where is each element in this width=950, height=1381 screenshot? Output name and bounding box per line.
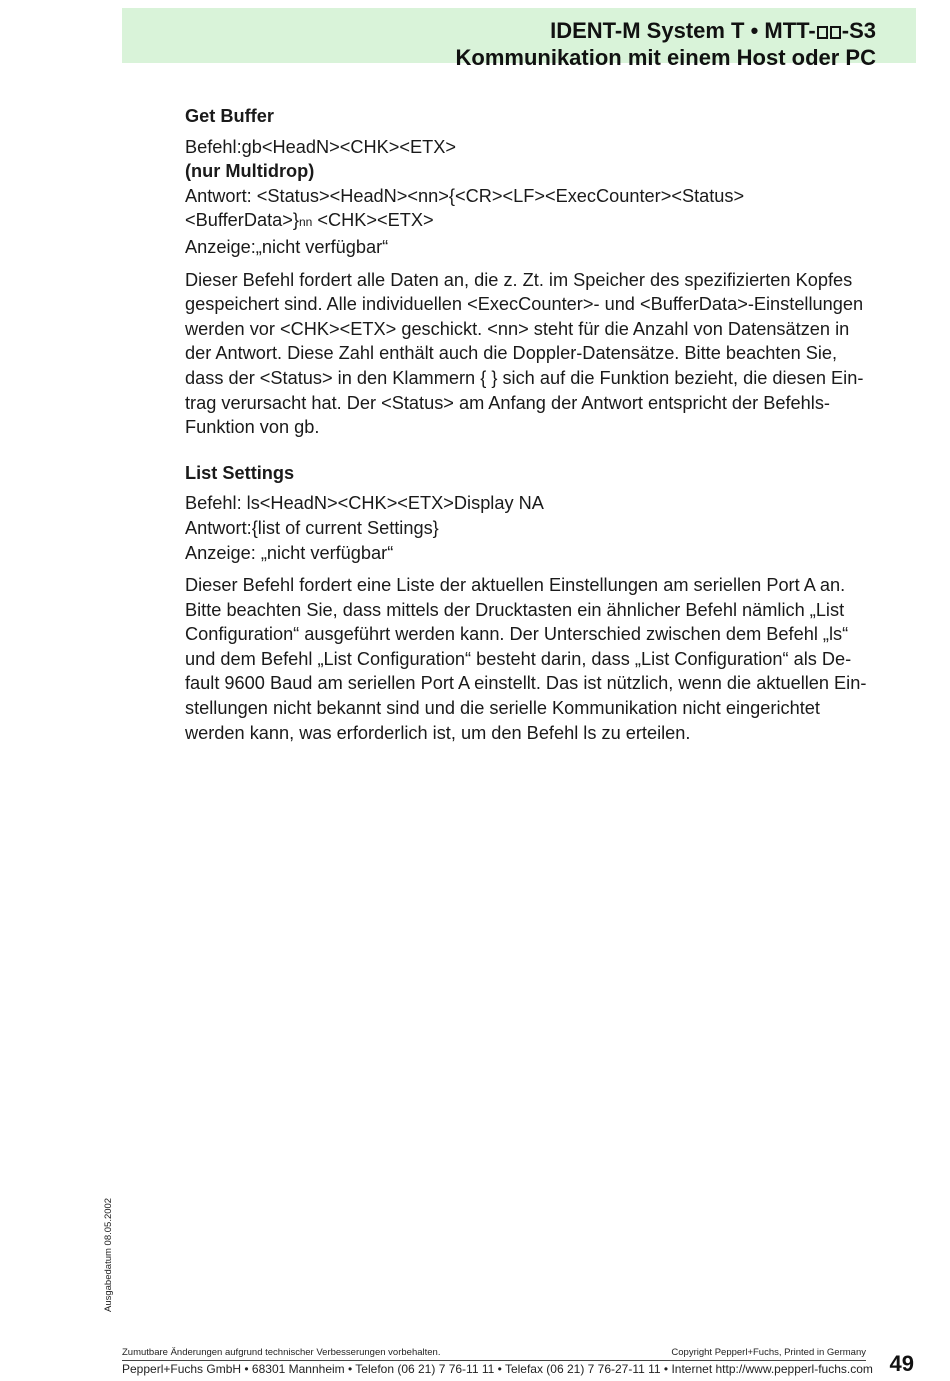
paragraph-line: Dieser Befehl fordert alle Daten an, die z. Zt. im Speicher des spezifizierten Kopfes bbox=[185, 269, 853, 290]
section-get-buffer bbox=[185, 104, 920, 440]
footer-notice: Zumutbare Änderungen aufgrund technischer Verbesserungen vorbehalten. bbox=[122, 1347, 441, 1358]
paragraph-line: werden vor <CHK><ETX> geschickt. <nn> steht für die Anzahl von Datensätzen in bbox=[185, 318, 850, 339]
paragraph-line: Configuration“ ausgeführt werden kann. Der Unterschied zwischen dem Befehl „ls“ bbox=[185, 624, 849, 645]
response-buffer-data: <BufferData>} bbox=[185, 210, 299, 231]
header-title-line-2: Kommunikation mit einem Host oder PC bbox=[455, 45, 876, 70]
display-line: Anzeige:„nicht verfügbar“ bbox=[185, 236, 389, 257]
footer-address: Pepperl+Fuchs GmbH • 68301 Mannheim • Telefon (06 21) 7 76-11 11 • Telefax (06 21) 7 76-27-11 11 • Internet http://www.pepperl-fuchs.com bbox=[122, 1362, 873, 1376]
issue-date-note: Ausgabedatum 08.05.2002 bbox=[103, 1197, 114, 1312]
response-line: Antwort:{list of current Settings} bbox=[185, 517, 439, 538]
response-subscript: nn bbox=[298, 215, 313, 230]
paragraph-line: trag verursacht hat. Der <Status> am Anfang der Antwort entspricht der Befehls- bbox=[185, 392, 830, 413]
header-title-suffix: -S3 bbox=[841, 18, 876, 43]
footer-divider bbox=[122, 1360, 866, 1361]
paragraph-line: Dieser Befehl fordert eine Liste der aktuellen Einstellungen am seriellen Port A an. bbox=[185, 575, 846, 596]
paragraph-line: Bitte beachten Sie, dass mittels der Drucktasten ein ähnlicher Befehl nämlich „List bbox=[185, 599, 845, 620]
section-list-settings bbox=[185, 461, 920, 746]
placeholder-box-icon bbox=[817, 26, 828, 39]
page-header-title bbox=[456, 17, 877, 71]
paragraph-line: werden kann, was erforderlich ist, um den Befehl ls zu erteilen. bbox=[185, 722, 691, 743]
paragraph-line: und dem Befehl „List Configuration“ besteht darin, dass „List Configuration“ als De- bbox=[185, 648, 852, 669]
response-line-continued bbox=[185, 208, 920, 235]
paragraph-line: stellungen nicht bekannt sind und die serielle Kommunikation nicht eingerichtet bbox=[185, 698, 820, 719]
main-content bbox=[185, 104, 920, 745]
paragraph-line: dass der <Status> in den Klammern { } sich auf die Funktion bezieht, die diesen Ein- bbox=[185, 367, 864, 388]
response-terminator: <CHK><ETX> bbox=[312, 210, 434, 231]
header-title-prefix: IDENT-M System T • MTT- bbox=[550, 18, 816, 43]
footer-copyright: Copyright Pepperl+Fuchs, Printed in Germany bbox=[671, 1347, 866, 1358]
page-number: 49 bbox=[889, 1351, 914, 1376]
section-heading: Get Buffer bbox=[185, 106, 274, 126]
paragraph-line: Funktion von gb. bbox=[185, 417, 320, 438]
placeholder-box-icon bbox=[830, 26, 841, 39]
header-band bbox=[122, 8, 916, 70]
command-note: (nur Multidrop) bbox=[185, 161, 315, 182]
display-line: Anzeige: „nicht verfügbar“ bbox=[185, 542, 394, 563]
section-heading: List Settings bbox=[185, 462, 295, 483]
command-line: Befehl:gb<HeadN><CHK><ETX> bbox=[185, 136, 456, 157]
paragraph-line: fault 9600 Baud am seriellen Port A einstellt. Das ist nützlich, wenn die aktuellen Ein- bbox=[185, 673, 867, 694]
description-paragraph bbox=[185, 268, 920, 440]
command-line: Befehl: ls<HeadN><CHK><ETX>Display NA bbox=[185, 493, 544, 514]
description-paragraph bbox=[185, 573, 920, 745]
paragraph-line: gespeichert sind. Alle individuellen <ExecCounter>- und <BufferData>-Einstellungen bbox=[185, 294, 864, 315]
paragraph-line: der Antwort. Diese Zahl enthält auch die Doppler-Datensätze. Bitte beachten Sie, bbox=[185, 343, 838, 364]
header-title-line-1 bbox=[456, 17, 877, 44]
response-line: Antwort: <Status><HeadN><nn>{<CR><LF><ExecCounter><Status> bbox=[185, 185, 745, 206]
